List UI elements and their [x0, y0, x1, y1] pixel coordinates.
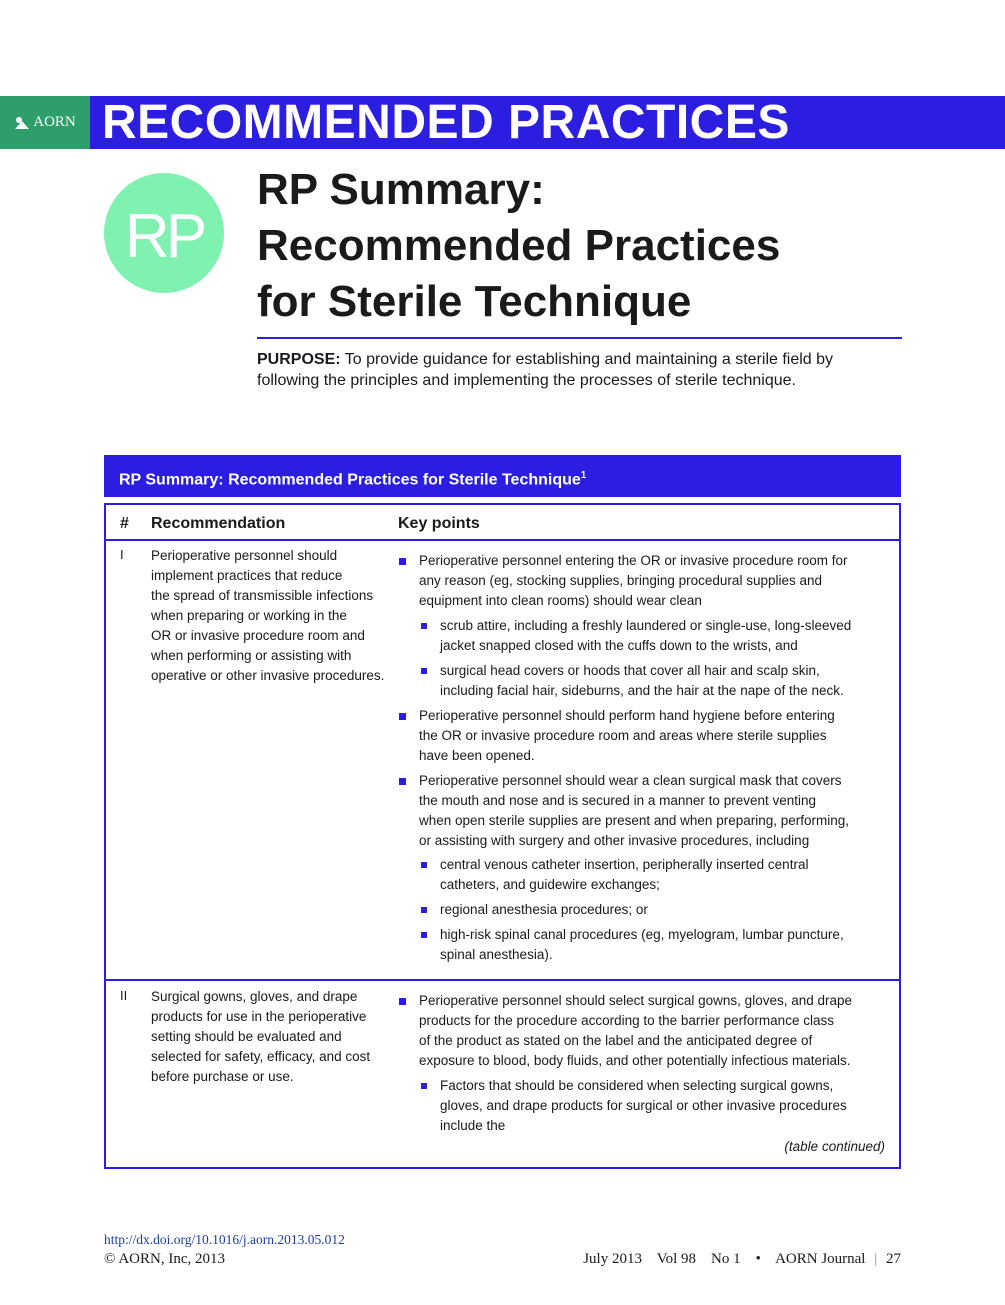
key-point-line: Perioperative personnel should wear a clean surgical mask that covers [419, 773, 842, 788]
key-point-line: or assisting with surgery and other invasive procedures, including [419, 833, 810, 848]
key-point-line: catheters, and guidewire exchanges; [440, 877, 660, 892]
key-point-line: the mouth and nose and is secured in a manner to prevent venting [419, 793, 817, 808]
key-point-line: gloves, and drape products for surgical or other invasive procedures [440, 1098, 847, 1113]
sub-bullet-square-icon [421, 932, 427, 938]
key-point-line: including facial hair, sideburns, and the hair at the nape of the neck. [440, 683, 844, 698]
sub-bullet-square-icon [421, 1083, 427, 1089]
brand-name: AORN [33, 114, 76, 130]
title-line-1: RP Summary: [257, 165, 545, 214]
issue-date: July 2013 [583, 1251, 642, 1267]
key-point-line: products for the procedure according to the barrier performance class [419, 1013, 834, 1028]
key-sub-point [440, 1076, 847, 1136]
bullet-separator: • [755, 1251, 761, 1267]
title-line-2: Recommended Practices [257, 221, 781, 270]
key-point-line: Perioperative personnel should perform hand hygiene before entering [419, 708, 835, 723]
key-point-line: of the product as stated on the label and the anticipated degree of [419, 1033, 813, 1048]
volume: Vol 98 [656, 1251, 697, 1267]
key-point-line: high-risk spinal canal procedures (eg, myelogram, lumbar puncture, [440, 927, 844, 942]
sub-bullet-square-icon [421, 623, 427, 629]
recommendation-line: Perioperative personnel should [151, 548, 338, 563]
key-point-line: regional anesthesia procedures; or [440, 902, 648, 917]
table-title: RP Summary: Recommended Practices for Sterile Technique [119, 471, 581, 489]
key-point [419, 991, 852, 1071]
page-number: 27 [886, 1251, 901, 1267]
recommendation-line: products for use in the perioperative [151, 1009, 367, 1024]
key-point-line: any reason (eg, stocking supplies, bringing procedural supplies and [419, 573, 822, 588]
purpose-statement [257, 349, 897, 391]
key-point-line: jacket snapped closed with the cuffs down to the wrists, and [440, 638, 798, 653]
recommendation-line: when performing or assisting with [151, 648, 352, 663]
column-header-key-points: Key points [398, 515, 480, 532]
key-sub-point [440, 855, 808, 895]
bullet-square-icon [399, 558, 406, 565]
recommendation-line: OR or invasive procedure room and [151, 628, 365, 643]
sub-bullet-square-icon [421, 907, 427, 913]
copyright: © AORN, Inc, 2013 [104, 1251, 225, 1267]
section-title: RECOMMENDED PRACTICES [90, 96, 1005, 149]
header-row-divider [104, 539, 901, 541]
column-header-recommendation: Recommendation [151, 515, 286, 532]
recommendation-line: before purchase or use. [151, 1069, 294, 1084]
row-number: II [120, 988, 128, 1003]
recommendation-line: setting should be evaluated and [151, 1029, 342, 1044]
sub-bullet-square-icon [421, 668, 427, 674]
key-sub-point [440, 661, 844, 701]
key-point-line: Perioperative personnel entering the OR or invasive procedure room for [419, 553, 848, 568]
table-title-bar [104, 455, 901, 497]
sub-bullet-square-icon [421, 862, 427, 868]
key-point-line: the OR or invasive procedure room and areas where sterile supplies [419, 728, 827, 743]
key-point-line: spinal anesthesia). [440, 947, 553, 962]
rp-badge [104, 173, 224, 293]
recommendation-text [151, 987, 391, 1087]
key-point-line: exposure to blood, body fluids, and other potentially infectious materials. [419, 1053, 851, 1068]
key-point-line: scrub attire, including a freshly laundered or single-use, long-sleeved [440, 618, 852, 633]
key-point-line: include the [440, 1118, 506, 1133]
key-point-line: when open sterile supplies are present and when preparing, performing, [419, 813, 850, 828]
bullet-square-icon [399, 778, 406, 785]
key-point-line: Factors that should be considered when selecting surgical gowns, [440, 1078, 834, 1093]
journal-name: AORN Journal [775, 1251, 866, 1267]
recommendation-line: when preparing or working in the [151, 608, 347, 623]
bullet-square-icon [399, 713, 406, 720]
aorn-logo [14, 114, 76, 131]
key-point [419, 551, 847, 611]
recommendation-line: implement practices that reduce [151, 568, 343, 583]
row-number: I [120, 547, 124, 562]
key-sub-point [440, 925, 844, 965]
recommendation-line: the spread of transmissible infections [151, 588, 374, 603]
title-divider [257, 337, 902, 339]
key-point-line: have been opened. [419, 748, 535, 763]
key-point-line: Perioperative personnel should select surgical gowns, gloves, and drape [419, 993, 853, 1008]
page-divider: | [874, 1251, 878, 1267]
table-continued-note: (table continued) [784, 1139, 885, 1154]
key-point [419, 706, 835, 766]
issue-number: No 1 [711, 1251, 741, 1267]
page-title [257, 162, 902, 330]
purpose-label: PURPOSE: [257, 351, 341, 368]
key-point-line: surgical head covers or hoods that cover all hair and scalp skin, [440, 663, 820, 678]
recommendation-text [151, 546, 391, 686]
journal-citation [583, 1251, 901, 1268]
key-sub-point [440, 616, 851, 656]
recommendation-line: Surgical gowns, gloves, and drape [151, 989, 358, 1004]
row-divider [104, 979, 901, 981]
key-point-line: equipment into clean rooms) should wear clean [419, 593, 702, 608]
key-sub-point [440, 900, 648, 920]
table-title-footnote: 1 [580, 470, 587, 481]
aorn-emblem-icon [14, 116, 30, 130]
recommendation-line: operative or other invasive procedures. [151, 668, 385, 683]
doi-link[interactable]: http://dx.doi.org/10.1016/j.aorn.2013.05.012 [104, 1232, 345, 1247]
purpose-text: To provide guidance for establishing and maintaining a sterile field by following the principles and implementing the processes of sterile technique. [257, 351, 834, 389]
column-header-num: # [120, 515, 129, 532]
bullet-square-icon [399, 998, 406, 1005]
section-banner [0, 96, 1005, 149]
rp-badge-letters: RP [124, 202, 204, 271]
key-point [419, 771, 849, 851]
key-point-line: central venous catheter insertion, peripherally inserted central [440, 857, 809, 872]
title-line-3: for Sterile Technique [257, 277, 692, 326]
recommendation-line: selected for safety, efficacy, and cost [151, 1049, 371, 1064]
brand-block [0, 96, 90, 149]
